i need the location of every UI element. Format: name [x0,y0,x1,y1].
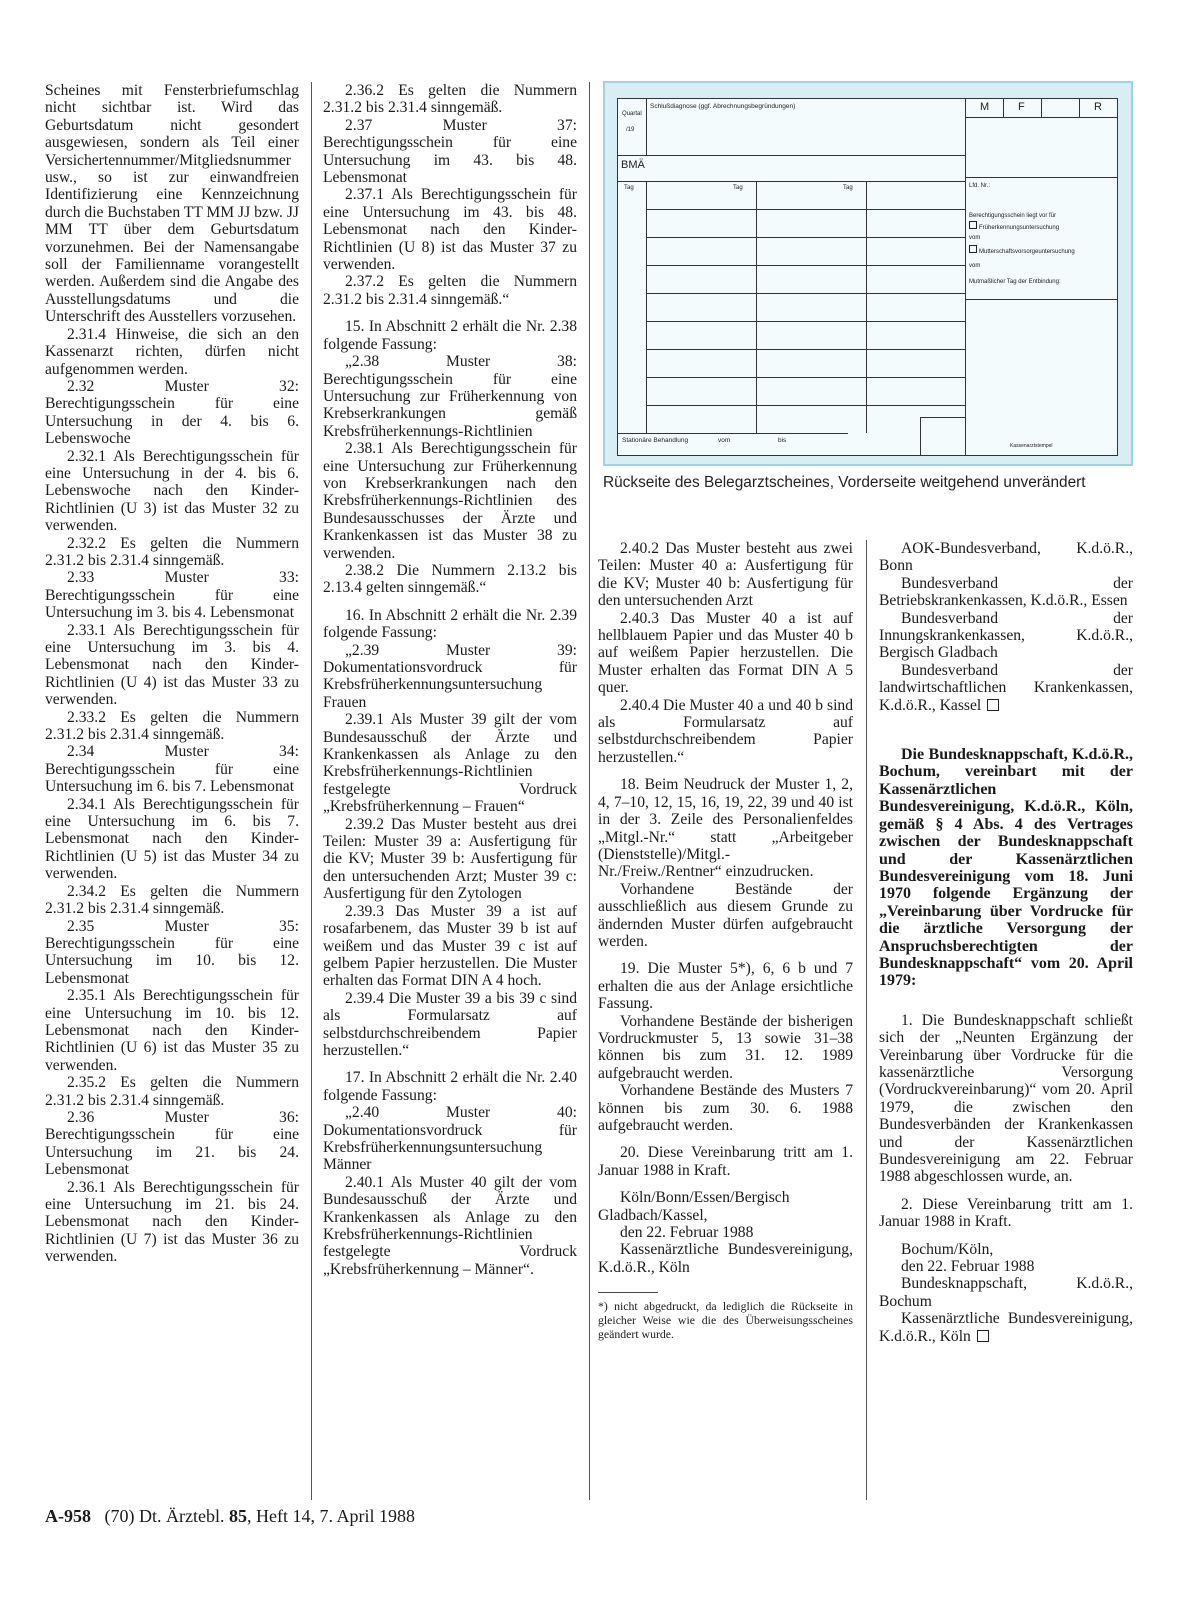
form-label: M [980,101,990,113]
end-mark-icon [987,699,999,711]
paragraph: 19. Die Muster 5*), 6, 6 b und 7 erhalten die aus der Anlage ersichtliche Fassung. [598,960,853,1013]
form-label: BMÄ [621,159,645,171]
paragraph: Vorhandene Bestände des Musters 7 können bis zum 30. 6. 1988 aufgebraucht werden. [598,1082,853,1134]
paragraph: 2.32.2 Es gelten die Nummern 2.31.2 bis 2.31.4 sinngemäß. [45,534,299,569]
column-divider [311,82,312,1500]
form-label: Mutterschaftsvorsorgeuntersuchung [979,249,1075,255]
paragraph: 2.40.1 Als Muster 40 gilt der vom Bundesausschuß der Ärzte und Krankenkassen als Anlage zu den Krebsfrüherkennungs-Richtlinien festgelegte Vordruck „Krebsfrüherkennung – Männer“. [323,1173,577,1278]
paragraph: 2. Diese Vereinbarung tritt am 1. Januar 1988 in Kraft. [879,1195,1133,1231]
signatory [879,662,1133,714]
paragraph: 2.33.1 Als Berechtigungsschein für eine Untersuchung im 3. bis 4. Lebensmonat nach den Kinder-Richtlinien (U 4) ist das Muster 33 zu verwenden. [45,621,299,709]
paragraph: 2.38.2 Die Nummern 2.13.2 bis 2.13.4 gelten sinngemäß.“ [323,561,577,597]
paragraph: 2.31.4 Hinweise, die sich an den Kassenarzt richten, dürfen nicht aufgenommen werden. [45,325,299,378]
paragraph: 1. Die Bundesknappschaft schließt sich der „Neunten Ergänzung der Vereinbarung über Vordrucke für die kassenärztliche Versorgung (Vordruckvereinbarung)“ vom 20. April 1979, die zwischen den Bundesverbänden der Krankenkassen und der Kassenärztlichen Bundesvereinigung am 22. Februar 1988 abgeschlossen wurde, an. [879,1011,1133,1186]
footnote [598,1292,853,1342]
signature-line: Bochum/Köln, [901,1240,994,1258]
form-label: R [1094,101,1102,113]
signature-line: Köln/Bonn/Essen/Bergisch Gladbach/Kassel, [598,1189,790,1224]
paragraph: 18. Beim Neudruck der Muster 1, 2, 4, 7–10, 12, 15, 16, 19, 22, 39 und 40 ist in der 3. Zeile des Personalienfeldes „Mitgl.-Nr.“ statt „Arbeitgeber (Dienststelle)/Mitgl.-Nr./Freiw./Rentner“ einzudrucken. [598,776,853,881]
form-label: Quartal [622,111,642,117]
form-label: vom [969,263,981,269]
paragraph: 16. In Abschnitt 2 erhält die Nr. 2.39 folgende Fassung: [323,606,577,642]
signature-line: den 22. Februar 1988 [620,1224,754,1242]
volume-number: 85 [228,1506,247,1526]
paragraph: 2.37 Muster 37: Berechtigungsschein für eine Untersuchung im 43. bis 48. Lebensmonat [323,116,577,187]
paragraph: Vorhandene Bestände der ausschließlich aus diesem Grunde zu ändernden Muster dürfen aufgebraucht werden. [598,880,853,950]
paragraph: 2.36.1 Als Berechtigungsschein für eine Untersuchung im 21. bis 24. Lebensmonat nach den Kinder-Richtlinien (U 7) ist das Muster 36 zu verwenden. [45,1178,299,1266]
form-label [969,245,1075,255]
paragraph: 2.39.3 Das Muster 39 a ist auf rosafarbenem, das Muster 39 b ist auf weißem und das Muster 39 c ist auf gelbem Papier herzustellen. Die Muster erhalten das Format DIN A 4 hoch. [323,902,577,990]
paragraph: „2.38 Muster 38: Berechtigungsschein für eine Untersuchung zur Früherkennung von Krebserkrankungen gemäß Krebsfrüherkennungs-Richtlinien [323,353,577,440]
paragraph: 17. In Abschnitt 2 erhält die Nr. 2.40 folgende Fassung: [323,1069,577,1104]
form-label: Mutmaßlicher Tag der Entbindung: [969,279,1061,285]
form-label: Früherkennungsuntersuchung [979,225,1060,231]
column-divider [589,82,590,1500]
paragraph: Scheines mit Fensterbriefumschlag nicht sichtbar ist. Wird das Geburtsdatum nicht gesondert ausgewiesen, sondern als Teil einer Versichertennummer/Mitgliedsnummer usw., so ist zur einwandfreien Identifizierung eine Kennzeichnung durch die Buchstaben TT MM JJ bzw. JJ MM TT über dem Geburtsdatum vorzunehmen. Bei der Namensangabe soll der Familienname vorangestellt werden. Außerdem sind die Angabe des Ausstellungsdatums und die Unterschrift des Ausstellers vorzusehen. [45,82,299,326]
signature-line: Bundesknappschaft, K.d.ö.R., Bochum [879,1275,1133,1310]
paragraph: 2.32 Muster 32: Berechtigungsschein für eine Untersuchung in der 4. bis 6. Lebenswoche [45,377,299,448]
paragraph: 2.40.4 Die Muster 40 a und 40 b sind als Formularsatz auf selbstdurchschreibendem Papier herzustellen.“ [598,696,853,766]
page-number: A-958 [45,1506,91,1526]
issue-date: , Heft 14, 7. April 1988 [246,1506,415,1526]
paragraph: 2.36 Muster 36: Berechtigungsschein für eine Untersuchung im 21. bis 24. Lebensmonat [45,1108,299,1179]
column-4 [879,540,1133,1345]
paragraph: 2.35 Muster 35: Berechtigungsschein für eine Untersuchung im 10. bis 12. Lebensmonat [45,917,299,987]
paragraph: 2.39.2 Das Muster besteht aus drei Teilen: Muster 39 a: Ausfertigung für die KV; Muster 39 b: Ausfertigung für den untersuchenden Arzt; Muster 39 c: Ausfertigung für den Zytologen [323,815,577,903]
signatory: Bundesverband der Betriebskrankenkassen, K.d.ö.R., Essen [879,574,1133,610]
form-label: Tag [624,185,634,191]
paragraph: 2.35.2 Es gelten die Nummern 2.31.2 bis 2.31.4 sinngemäß. [45,1074,299,1109]
form-label: Stationäre Behandlung [622,437,689,444]
paragraph: 2.34.2 Es gelten die Nummern 2.31.2 bis 2.31.4 sinngemäß. [45,882,299,918]
paragraph: 2.37.1 Als Berechtigungsschein für eine Untersuchung im 43. bis 48. Lebensmonat nach den Kinder-Richtlinien (U 8) ist das Muster 37 zu verwenden. [323,186,577,274]
page-footer [45,1506,415,1527]
signatory: Bundesverband der Innungskrankenkassen, K.d.ö.R., Bergisch Gladbach [879,609,1133,662]
form-label: bis [778,437,787,444]
figure-caption: Rückseite des Belegarztscheines, Vorderseite weitgehend unverändert [603,474,1086,491]
paragraph: 2.39.1 Als Muster 39 gilt der vom Bundesausschuß der Ärzte und Krankenkassen als Anlage zu den Krebsfrüherkennungs-Richtlinien festgelegte Vordruck „Krebsfrüherkennung – Frauen“ [323,711,577,816]
signatory: AOK-Bundesverband, K.d.ö.R., Bonn [879,540,1133,575]
paragraph: 15. In Abschnitt 2 erhält die Nr. 2.38 folgende Fassung: [323,318,577,353]
signature-text: Kassenärztliche Bundesvereinigung, K.d.ö.R., Köln [879,1310,1133,1345]
column-1 [45,82,299,1266]
paragraph: 2.39.4 Die Muster 39 a bis 39 c sind als Formularsatz auf selbstdurchschreibendem Papier herzustellen.“ [323,989,577,1059]
paragraph: „2.39 Muster 39: Dokumentationsvordruck für Krebsfrüherkennungsuntersuchung Frauen [323,641,577,711]
end-mark-icon [977,1330,989,1342]
paragraph: 2.33.2 Es gelten die Nummern 2.31.2 bis 2.31.4 sinngemäß. [45,708,299,744]
column-2 [323,82,577,1278]
form-label: Lfd. Nr.: [969,183,991,189]
paragraph: 2.32.1 Als Berechtigungsschein für eine Untersuchung in der 4. bis 6. Lebenswoche nach den Kinder-Richtlinien (U 3) ist das Muster 32 zu verwenden. [45,447,299,535]
belegarztschein-form [617,98,1118,456]
form-label: Tag [733,185,743,191]
form-label: F [1018,101,1025,113]
form-label [969,221,1059,231]
signature-line: Kassenärztliche Bundesvereinigung, K.d.ö.R., Köln [598,1241,853,1276]
column-3 [598,540,853,1341]
signature-line [879,1310,1133,1345]
paragraph: 2.40.3 Das Muster 40 a ist auf hellblauem Papier und das Muster 40 b auf weißem Papier herzustellen. Die Muster erhalten das Format DIN A 5 quer. [598,609,853,697]
signatory-text: Bundesverband der landwirtschaftlichen Krankenkassen, K.d.ö.R., Kassel [879,661,1133,714]
form-label: Kassenarztstempel [1010,443,1053,449]
form-label: vom [718,437,731,444]
paragraph: 2.34 Muster 34: Berechtigungsschein für eine Untersuchung im 6. bis 7. Lebensmonat [45,743,299,796]
signature-line: den 22. Februar 1988 [901,1258,1035,1276]
paragraph: 2.38.1 Als Berechtigungsschein für eine Untersuchung zur Früherkennung von Krebserkrankungen nach den Krebsfrüherkennungs-Richtlinien des Bundesausschusses der Ärzte und Krankenkassen ist das Muster 38 zu verwenden. [323,440,577,562]
paragraph: Vorhandene Bestände der bisherigen Vordruckmuster 5, 13 sowie 31–38 können bis zum 31. 12. 1989 aufgebraucht werden. [598,1012,853,1082]
paragraph: 2.40.2 Das Muster besteht aus zwei Teilen: Muster 40 a: Ausfertigung für die KV; Muster 40 b: Ausfertigung für den untersuchenden Arzt [598,540,853,610]
paragraph: 2.35.1 Als Berechtigungsschein für eine Untersuchung im 10. bis 12. Lebensmonat nach den Kinder-Richtlinien (U 6) ist das Muster 35 zu verwenden. [45,987,299,1074]
form-label: /19 [626,127,635,133]
form-label: vom [969,235,981,241]
form-label: Schlußdiagnose (ggf. Abrechnungsbegründungen) [650,103,796,110]
footnote-text: *) nicht abgedruckt, da lediglich die Rückseite in gleicher Weise wie die des Überweisungsscheines geändert wurde. [598,1299,853,1342]
paragraph: 2.34.1 Als Berechtigungsschein für eine Untersuchung im 6. bis 7. Lebensmonat nach den Kinder-Richtlinien (U 5) ist das Muster 34 zu verwenden. [45,795,299,883]
column-divider [866,540,867,1500]
form-label: Berechtigungsschein liegt vor für [969,213,1057,219]
form-label: Tag [843,185,853,191]
journal-ref: (70) Dt. Ärztebl. [104,1506,225,1526]
paragraph: 2.36.2 Es gelten die Nummern 2.31.2 bis 2.31.4 sinngemäß. [323,82,577,117]
paragraph: 2.33 Muster 33: Berechtigungsschein für eine Untersuchung im 3. bis 4. Lebensmonat [45,569,299,622]
section-heading: Die Bundesknappschaft, K.d.ö.R., Bochum, vereinbart mit der Kassenärztlichen Bundesvereinigung, K.d.ö.R., Köln, gemäß § 4 Abs. 4 des Vertrages zwischen der Bundesknappschaft und der Kassenärztlichen Bundesvereinigung vom 18. Juni 1970 folgende Ergänzung der „Vereinbarung über Vordrucke für die ärztliche Versorgung der Anspruchsberechtigten der Bundesknappschaft“ vom 20. April 1979: [879,746,1133,990]
paragraph: 20. Diese Vereinbarung tritt am 1. Januar 1988 in Kraft. [598,1144,853,1179]
paragraph: 2.37.2 Es gelten die Nummern 2.31.2 bis 2.31.4 sinngemäß.“ [323,273,577,308]
paragraph: „2.40 Muster 40: Dokumentationsvordruck für Krebsfrüherkennungsuntersuchung Männer [323,1104,577,1174]
